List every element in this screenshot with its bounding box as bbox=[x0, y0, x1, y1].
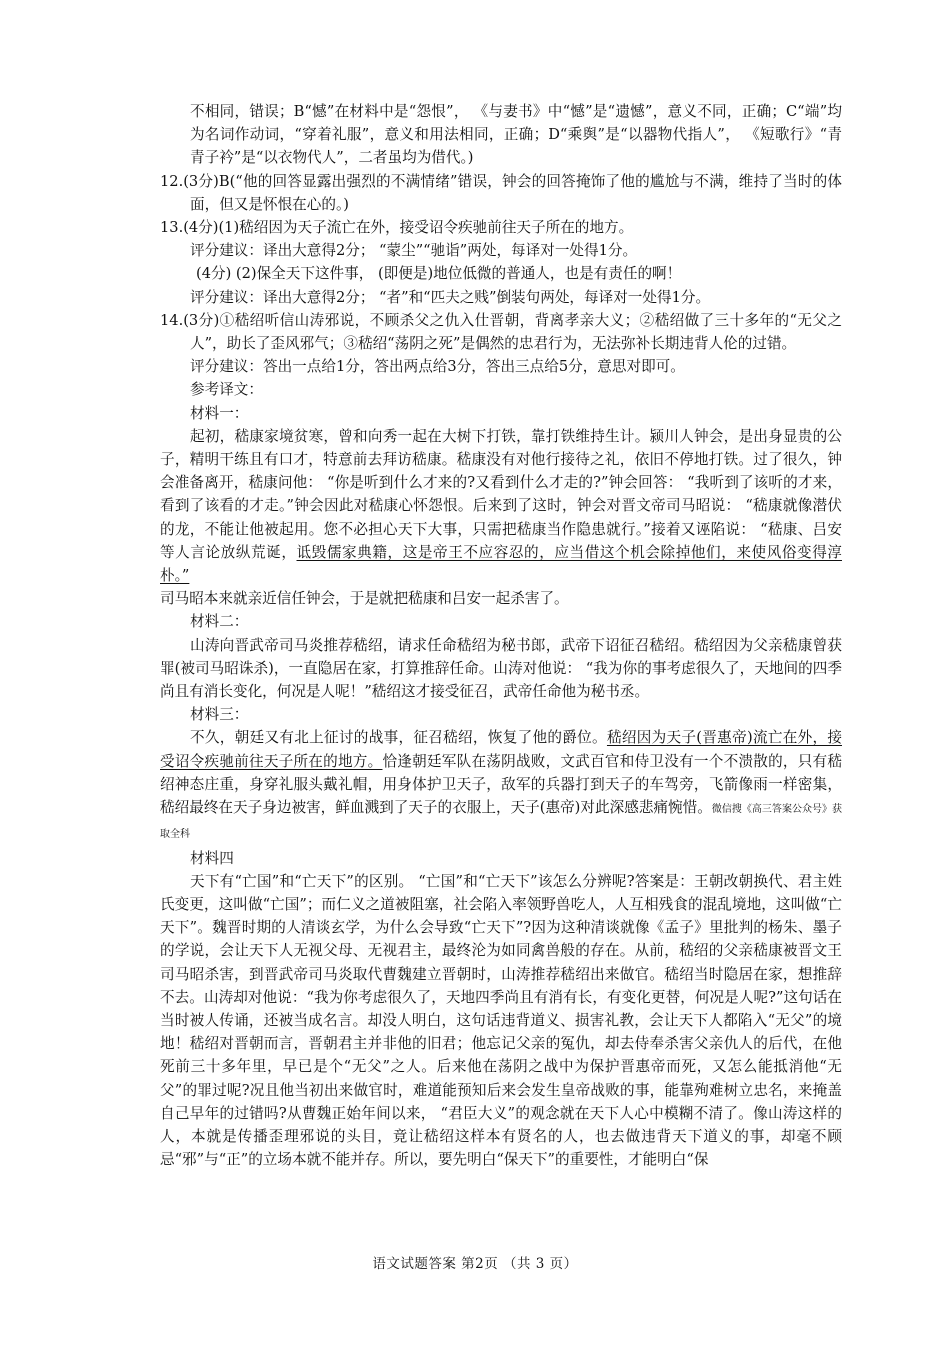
page-footer: 语文试题答案 第2页 （共 3 页） bbox=[372, 1256, 578, 1272]
material-1-text bbox=[160, 425, 842, 587]
material-2-text: 山涛向晋武帝司马炎推荐嵇绍，请求任命嵇绍为秘书郎，武帝下诏征召嵇绍。嵇绍因为父亲嵇康曾获罪(被司马昭诛杀)，一直隐居在家，打算推辞任命。山涛对他说： “我为你的事考虑很久了，天地间的四季尚且有消长变化，何况是人呢！”嵇绍这才接受征召，武帝任命他为秘书丞。 bbox=[160, 636, 842, 701]
q12-answer: 12.(3分)B(“他的回答显露出强烈的不满情绪”错误，钟会的回答掩饰了他的尴尬与不满，维持了当时的体面，但又是怀恨在心的。) bbox=[160, 172, 842, 213]
material-4-text: 天下有“亡国”和“亡天下”的区别。 “亡国”和“亡天下”该怎么分辨呢?答案是：王朝改朝换代、君主姓氏变更，这叫做“亡国”；而仁义之道被阻塞，社会陷入率领野兽吃人，人互相残食的混乱境地，这叫做“亡天下”。魏晋时期的人清谈玄学，为什么会导致“亡天下”?因为这种清谈就像《孟子》里批判的杨朱、墨子的学说，会让天下人无视父母、无视君主，最终沦为如同禽兽般的存在。从前，嵇绍的父亲嵇康被晋文王司马昭杀害，到晋武帝司马炎取代曹魏建立晋朝时，山涛推荐嵇绍出来做官。嵇绍当时隐居在家，想推辞不去。山涛却对他说：“我为你考虑很久了，天地四季尚且有消有长，有变化更替，何况是人呢?”这句话在当时被人传诵，还被当成名言。却没人明白，这句话违背道义、损害礼教，会让天下人都陷入“无父”的境地！嵇绍对晋朝而言，晋朝君主并非他的旧君；他忘记父亲的冤仇，却去侍奉杀害父亲仇人的后代，在他死前三十多年里，早已是个“无父”之人。后来他在荡阴之战中为保护晋惠帝而死，又怎么能抵消他“无父”的罪过呢?况且他当初出来做官时，难道能预知后来会发生皇帝战败的事，能靠殉难树立忠名，来掩盖自己早年的过错吗?从曹魏正始年间以来， “君臣大义”的观念就在天下人心中模糊不清了。像山涛这样的人，本就是传播歪理邪说的头目，竟让嵇绍这样本有贤名的人，也去做违背天下道义的事，却毫不顾忌“邪”与“正”的立场本就不能并存。所以，要先明白“保天下”的重要性，才能明白“保 bbox=[160, 872, 842, 1169]
material-1-end: 司马昭本来就亲近信任钟会，于是就把嵇康和吕安一起杀害了。 bbox=[160, 590, 569, 608]
q11-continuation: 不相同，错误；B“憾”在材料中是“怨恨”， 《与妻书》中“憾”是“遗憾”，意义不同，正确；C“端”均为名词作动词，“穿着礼服”，意义和用法相同，正确；D“乘舆”是“以器物代指人”， 《短歌行》“青青子衿”是“以衣物代人”，二者虽均为借代。) bbox=[190, 103, 842, 167]
q13-scoring-2: 评分建议：译出大意得2分； “者”和“匹夫之贱”倒装句两处，每译对一处得1分。 bbox=[190, 288, 711, 306]
reference-translation-heading: 参考译文： bbox=[190, 381, 263, 399]
material-3-text bbox=[160, 726, 842, 846]
material-3-part-b: 恰逢朝廷军队在荡阴战败，文武百官和侍卫没有一个不溃散的，只有嵇绍神态庄重，身穿礼服头戴礼帽，用身体护卫天子，敌军的兵器打到天子的车驾旁，飞箭像雨一样密集，嵇绍最终在天子身边被害，鲜血溅到了天子的衣服上，天子(惠帝)对此深感悲痛惋惜。 bbox=[160, 752, 842, 817]
material-4-title: 材料四 bbox=[190, 849, 234, 867]
material-3-part-a: 不久，朝廷又有北上征讨的战事，征召嵇绍，恢复了他的爵位。 bbox=[190, 729, 607, 747]
q13-scoring-1: 评分建议：译出大意得2分； “蒙尘”“驰诣”两处，每译对一处得1分。 bbox=[190, 242, 638, 260]
answer-page bbox=[160, 100, 842, 1171]
q14-answer: 14.(3分)①嵇绍听信山涛邪说，不顾杀父之仇入仕晋朝，背离孝亲大义；②嵇绍做了三十多年的“无父之人”，助长了歪风邪气；③嵇绍“荡阴之死”是偶然的忠君行为，无法弥补长期违背人伦的过错。 bbox=[160, 311, 842, 353]
material-1-part-a: 起初，嵇康家境贫寒，曾和向秀一起在大树下打铁，靠打铁维持生计。颍川人钟会，是出身显贵的公子，精明干练且有口才，特意前去拜访嵇康。嵇康没有对他行接待之礼，依旧不停地打铁。过了很久，钟会准备离开，嵇康问他： “你是听到什么才来的?又看到什么才走的?”钟会回答： “我听到了该听的才来，看到了该看的才走。”钟会因此对嵇康心怀怨恨。后来到了这时，钟会对晋文帝司马昭说： “嵇康就像潜伏的龙，不能让他被起用。您不必担心天下大事，只需把嵇康当作隐患就行。”接着又诬陷说： “嵇康、吕安等人言论放纵荒诞， bbox=[160, 427, 842, 561]
q13-answer-2: (4分) (2)保全天下这件事， (即便是)地位低微的普通人，也是有责任的啊！ bbox=[196, 265, 682, 283]
material-1-underlined: 诋毁儒家典籍，这是帝王不应容忍的，应当借这个机会除掉他们，来使风俗变得淳朴。” bbox=[160, 543, 842, 585]
q13-answer-1: 13.(4分)(1)嵇绍因为天子流亡在外，接受诏令疾驰前往天子所在的地方。 bbox=[160, 219, 634, 237]
material-2-title: 材料二： bbox=[190, 613, 249, 631]
material-3-title: 材料三： bbox=[190, 706, 249, 724]
material-3-underlined: 嵇绍因为天子(晋惠帝)流亡在外，接受诏令疾驰前往天子所在的地方。 bbox=[160, 729, 842, 770]
q14-scoring: 评分建议：答出一点给1分，答出两点给3分，答出三点给5分，意思对即可。 bbox=[190, 358, 685, 376]
material-1-title: 材料一： bbox=[190, 404, 249, 422]
watermark-note: 微信搜《高三答案公众号》获取全科 bbox=[160, 804, 843, 841]
